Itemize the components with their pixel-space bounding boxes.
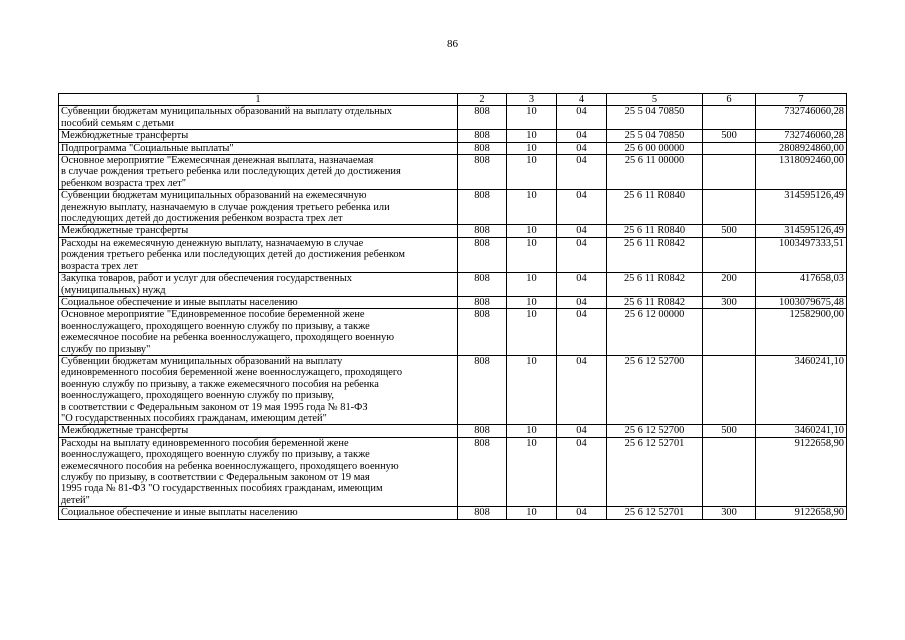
table-row <box>59 130 847 142</box>
cell-name: Основное мероприятие "Ежемесячная денежная выплата, назначаемая в случае рождения третьего ребенка или последующих детей до достижения ребенком возраста трех лет" <box>59 155 458 190</box>
cell-target-article: 25 6 11 00000 <box>607 155 703 190</box>
cell-name: Межбюджетные трансферты <box>59 130 458 142</box>
cell-section: 10 <box>507 437 557 506</box>
cell-name: Расходы на выплату единовременного пособия беременной жене военнослужащего, проходящего военную службу по призыву, а также ежемесячного пособия на ребенка военнослужащего, проходящего военную службу по призыву, в соответствии с Федеральным законом от 19 мая 1995 года № 81-ФЗ "О государственных пособиях гражданам, имеющим детей" <box>59 437 458 506</box>
column-number-section: 3 <box>507 94 557 106</box>
table-row <box>59 106 847 130</box>
cell-expense-type <box>703 142 756 154</box>
cell-amount: 1003497333,51 <box>756 237 847 272</box>
cell-name: Субвенции бюджетам муниципальных образований на выплату единовременного пособия беременной жене военнослужащего, проходящего военную службу по призыву, а также ежемесячного пособия на ребенка военнослужащего, проходящего военную службу по призыву, в соответствии с Федеральным законом от 19 мая 1995 года № 81-ФЗ "О государственных пособиях гражданам, имеющим детей" <box>59 355 458 424</box>
cell-expense-type <box>703 437 756 506</box>
table-row <box>59 309 847 356</box>
table-row <box>59 142 847 154</box>
cell-section: 10 <box>507 309 557 356</box>
cell-amount: 3460241,10 <box>756 355 847 424</box>
table-row <box>59 355 847 424</box>
cell-subsection: 04 <box>557 130 607 142</box>
cell-section: 10 <box>507 142 557 154</box>
cell-target-article: 25 5 04 70850 <box>607 106 703 130</box>
cell-name: Социальное обеспечение и иные выплаты населению <box>59 507 458 519</box>
cell-admin-code: 808 <box>458 309 507 356</box>
cell-subsection: 04 <box>557 309 607 356</box>
cell-subsection: 04 <box>557 425 607 437</box>
cell-amount: 9122658,90 <box>756 437 847 506</box>
cell-subsection: 04 <box>557 296 607 308</box>
cell-subsection: 04 <box>557 190 607 225</box>
cell-subsection: 04 <box>557 507 607 519</box>
cell-amount: 314595126,49 <box>756 190 847 225</box>
cell-expense-type <box>703 355 756 424</box>
cell-target-article: 25 6 00 00000 <box>607 142 703 154</box>
cell-section: 10 <box>507 106 557 130</box>
table-row <box>59 155 847 190</box>
cell-expense-type: 300 <box>703 296 756 308</box>
cell-section: 10 <box>507 237 557 272</box>
cell-name: Межбюджетные трансферты <box>59 425 458 437</box>
cell-target-article: 25 6 12 52700 <box>607 355 703 424</box>
cell-expense-type <box>703 309 756 356</box>
cell-name: Социальное обеспечение и иные выплаты населению <box>59 296 458 308</box>
cell-admin-code: 808 <box>458 106 507 130</box>
cell-subsection: 04 <box>557 106 607 130</box>
cell-expense-type <box>703 155 756 190</box>
column-number-admin-code: 2 <box>458 94 507 106</box>
cell-expense-type <box>703 106 756 130</box>
cell-target-article: 25 6 11 R0842 <box>607 296 703 308</box>
cell-target-article: 25 6 11 R0840 <box>607 190 703 225</box>
table-row <box>59 437 847 506</box>
cell-section: 10 <box>507 425 557 437</box>
cell-subsection: 04 <box>557 355 607 424</box>
cell-admin-code: 808 <box>458 237 507 272</box>
cell-amount: 732746060,28 <box>756 106 847 130</box>
cell-target-article: 25 6 12 00000 <box>607 309 703 356</box>
cell-subsection: 04 <box>557 142 607 154</box>
cell-subsection: 04 <box>557 437 607 506</box>
cell-amount: 314595126,49 <box>756 225 847 237</box>
cell-subsection: 04 <box>557 225 607 237</box>
cell-amount: 3460241,10 <box>756 425 847 437</box>
cell-section: 10 <box>507 190 557 225</box>
cell-expense-type: 500 <box>703 225 756 237</box>
cell-section: 10 <box>507 296 557 308</box>
cell-name: Расходы на ежемесячную денежную выплату, назначаемую в случае рождения третьего ребенка или последующих детей до достижения ребенком возраста трех лет <box>59 237 458 272</box>
cell-admin-code: 808 <box>458 273 507 297</box>
cell-target-article: 25 6 11 R0842 <box>607 237 703 272</box>
cell-admin-code: 808 <box>458 437 507 506</box>
cell-name: Субвенции бюджетам муниципальных образований на ежемесячную денежную выплату, назначаемую в случае рождения третьего ребенка или последующих детей до достижения ребенком возраста трех лет <box>59 190 458 225</box>
table-row <box>59 507 847 519</box>
column-number-name: 1 <box>59 94 458 106</box>
cell-admin-code: 808 <box>458 155 507 190</box>
cell-section: 10 <box>507 355 557 424</box>
cell-admin-code: 808 <box>458 355 507 424</box>
cell-expense-type <box>703 190 756 225</box>
column-number-expense-type: 6 <box>703 94 756 106</box>
column-number-target-article: 5 <box>607 94 703 106</box>
cell-target-article: 25 6 11 R0840 <box>607 225 703 237</box>
cell-subsection: 04 <box>557 273 607 297</box>
cell-amount: 1318092460,00 <box>756 155 847 190</box>
column-number-amount: 7 <box>756 94 847 106</box>
cell-admin-code: 808 <box>458 296 507 308</box>
cell-admin-code: 808 <box>458 142 507 154</box>
cell-target-article: 25 6 11 R0842 <box>607 273 703 297</box>
cell-name: Субвенции бюджетам муниципальных образований на выплату отдельных пособий семьям с детьми <box>59 106 458 130</box>
cell-section: 10 <box>507 507 557 519</box>
table-row <box>59 273 847 297</box>
table-row <box>59 237 847 272</box>
cell-expense-type: 300 <box>703 507 756 519</box>
cell-section: 10 <box>507 225 557 237</box>
table-row <box>59 425 847 437</box>
budget-table <box>58 93 847 520</box>
table-row <box>59 296 847 308</box>
cell-section: 10 <box>507 273 557 297</box>
cell-name: Закупка товаров, работ и услуг для обеспечения государственных (муниципальных) нужд <box>59 273 458 297</box>
page-number: 86 <box>447 38 458 50</box>
cell-section: 10 <box>507 130 557 142</box>
cell-amount: 12582900,00 <box>756 309 847 356</box>
cell-name: Подпрограмма "Социальные выплаты" <box>59 142 458 154</box>
cell-admin-code: 808 <box>458 190 507 225</box>
cell-admin-code: 808 <box>458 507 507 519</box>
cell-admin-code: 808 <box>458 425 507 437</box>
table-row <box>59 225 847 237</box>
cell-target-article: 25 5 04 70850 <box>607 130 703 142</box>
cell-name: Основное мероприятие "Единовременное пособие беременной жене военнослужащего, проходящего военную службу по призыву, а также ежемесячное пособие на ребенка военнослужащего, проходящего военную службу по призыву" <box>59 309 458 356</box>
cell-section: 10 <box>507 155 557 190</box>
cell-amount: 732746060,28 <box>756 130 847 142</box>
cell-expense-type: 200 <box>703 273 756 297</box>
column-number-subsection: 4 <box>557 94 607 106</box>
cell-name: Межбюджетные трансферты <box>59 225 458 237</box>
cell-subsection: 04 <box>557 237 607 272</box>
cell-expense-type: 500 <box>703 425 756 437</box>
cell-amount: 417658,03 <box>756 273 847 297</box>
table-header-row <box>59 94 847 106</box>
cell-amount: 2808924860,00 <box>756 142 847 154</box>
cell-admin-code: 808 <box>458 130 507 142</box>
cell-target-article: 25 6 12 52701 <box>607 437 703 506</box>
cell-amount: 9122658,90 <box>756 507 847 519</box>
cell-admin-code: 808 <box>458 225 507 237</box>
cell-subsection: 04 <box>557 155 607 190</box>
table-row <box>59 190 847 225</box>
cell-target-article: 25 6 12 52700 <box>607 425 703 437</box>
cell-expense-type <box>703 237 756 272</box>
cell-target-article: 25 6 12 52701 <box>607 507 703 519</box>
cell-amount: 1003079675,48 <box>756 296 847 308</box>
cell-expense-type: 500 <box>703 130 756 142</box>
